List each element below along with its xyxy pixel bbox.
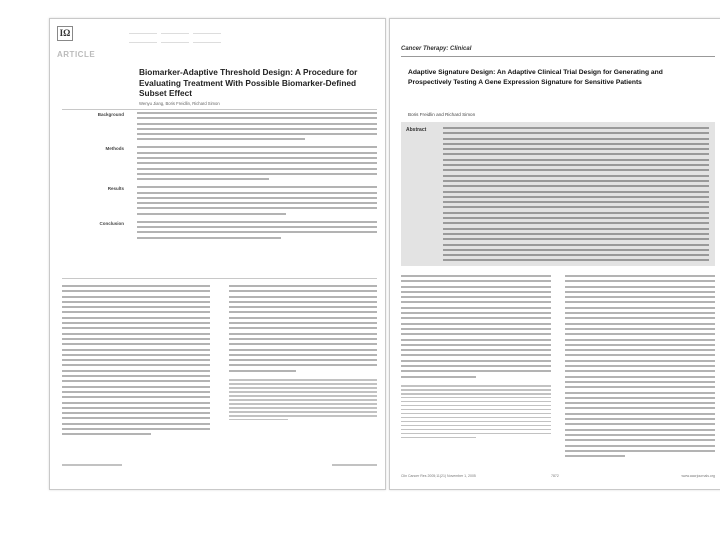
- abstract-section-label: Results: [107, 186, 124, 192]
- divider: [62, 278, 377, 279]
- article-authors: Boris Freidlin and Richard Simon: [408, 112, 476, 117]
- divider: [62, 109, 377, 110]
- journal-header: [57, 26, 377, 58]
- abstract-section: [62, 186, 377, 214]
- article-body: [62, 285, 377, 455]
- article-body: [401, 275, 715, 460]
- body-column-left: [62, 285, 210, 439]
- abstract-label: Abstract: [406, 127, 427, 133]
- body-column-right: [229, 285, 377, 423]
- structured-abstract: [62, 112, 377, 245]
- journal-header-links: [129, 26, 221, 43]
- article-title: Adaptive Signature Design: An Adaptive Clinical Trial Design for Generating and Prospectively Testing A Gene Expression Signature for Sensitive Patients: [408, 69, 663, 86]
- abstract-section: [62, 112, 377, 140]
- footer-citation: Clin Cancer Res 2005;11(21) November 1, 2005: [401, 474, 476, 478]
- abstract-section-label: Methods: [105, 146, 124, 152]
- journal-logo: IΩ: [57, 26, 73, 41]
- page-number: 7872: [551, 474, 559, 478]
- abstract-section-label: Background: [97, 112, 124, 117]
- body-column-right: [565, 275, 715, 460]
- article-page-right: [389, 18, 720, 490]
- abstract-section: [62, 221, 377, 239]
- abstract-section: [62, 146, 377, 180]
- abstract-box: [401, 122, 715, 266]
- body-column-left: [401, 275, 551, 441]
- abstract-text: [443, 127, 709, 265]
- article-type-label: ARTICLE: [57, 50, 96, 59]
- footer-website: www.aacrjournals.org: [681, 474, 715, 478]
- divider: [401, 56, 715, 57]
- article-authors: Wenyu Jiang, Boris Freidlin, Richard Simon: [139, 101, 220, 106]
- abstract-section-label: Conclusion: [99, 220, 124, 226]
- journal-section-title: Cancer Therapy: Clinical: [401, 46, 472, 52]
- article-page-left: [49, 18, 386, 490]
- article-title: Biomarker-Adaptive Threshold Design: A Procedure for Evaluating Treatment With Possible Biomarker-Defined Subset Effect: [139, 67, 358, 98]
